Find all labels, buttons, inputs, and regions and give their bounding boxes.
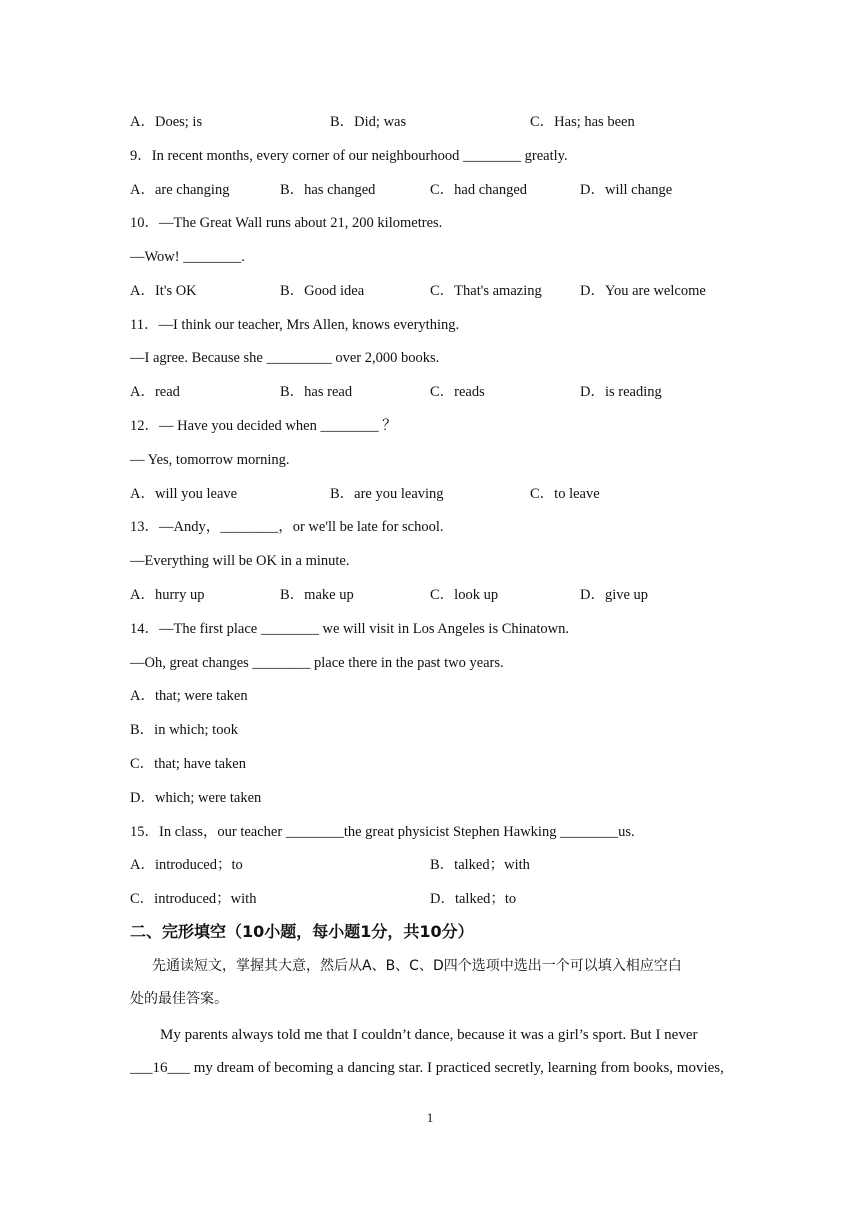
section-instruction-cont: 处的最佳答案。 — [130, 991, 228, 1007]
q14-option-a: A．that; were taken — [130, 688, 248, 704]
passage-line-1: My parents always told me that I couldn’t dance, because it was a girl’s sport. But I never — [160, 1027, 698, 1043]
q10-option-b: B．Good idea — [280, 283, 365, 299]
q13-stem: 13．—Andy，________，or we'll be late for school. — [130, 519, 444, 535]
q14-stem: 14．—The first place ________ we will visit in Los Angeles is Chinatown. — [130, 621, 569, 637]
q11-option-c: C．reads — [430, 384, 485, 400]
q9-option-c: C．had changed — [430, 182, 528, 198]
q15-option-c: C．introduced；with — [130, 891, 257, 907]
q15-stem: 15．In class，our teacher ________the great physicist Stephen Hawking ________us. — [130, 824, 635, 840]
q13-option-c: C．look up — [430, 587, 499, 603]
q11-option-a: A．read — [130, 384, 180, 400]
q13-option-d: D．give up — [580, 587, 649, 603]
q11-response: —I agree. Because she _________ over 2,000 books. — [130, 350, 440, 366]
q15-option-a: A．introduced；to — [130, 857, 243, 873]
q12-option-a: A．will you leave — [130, 486, 238, 502]
q9-stem: 9．In recent months, every corner of our neighbourhood ________ greatly. — [130, 148, 568, 164]
q14-option-c: C．that; have taken — [130, 756, 246, 772]
blank-16[interactable]: ___16___ — [130, 1060, 190, 1076]
passage-line-2 — [130, 1059, 724, 1077]
q14-response: —Oh, great changes ________ place there in the past two years. — [130, 655, 504, 671]
q12-option-b: B．are you leaving — [330, 486, 444, 502]
q9-option-a: A．are changing — [130, 182, 230, 198]
q12-option-c: C．to leave — [530, 486, 600, 502]
q9-option-b: B．has changed — [280, 182, 376, 198]
q10-stem: 10．—The Great Wall runs about 21, 200 kilometres. — [130, 215, 443, 231]
passage-line-2-text: my dream of becoming a dancing star. I practiced secretly, learning from books, movies, — [190, 1060, 724, 1076]
q14-option-d: D．which; were taken — [130, 790, 262, 806]
q10-option-d: D．You are welcome — [580, 283, 706, 299]
q13-option-b: B．make up — [280, 587, 354, 603]
q12-stem: 12．— Have you decided when ________ ？ — [130, 418, 397, 434]
q8-option-c: C．Has; has been — [530, 114, 635, 130]
q10-response: —Wow! ________. — [130, 249, 245, 265]
q11-option-d: D．is reading — [580, 384, 662, 400]
section-instruction: 先通读短文，掌握其大意，然后从A、B、C、D四个选项中选出一个可以填入相应空白 — [152, 958, 682, 974]
q8-option-b: B．Did; was — [330, 114, 407, 130]
q13-response: —Everything will be OK in a minute. — [130, 553, 350, 569]
page-number: 1 — [426, 1110, 434, 1125]
q13-option-a: A．hurry up — [130, 587, 205, 603]
section-heading: 二、完形填空（10小题，每小题1分，共10分） — [130, 922, 474, 941]
q15-option-b: B．talked；with — [430, 857, 530, 873]
q8-option-a: A．Does; is — [130, 114, 203, 130]
q15-option-d: D．talked；to — [430, 891, 517, 907]
q12-response: — Yes, tomorrow morning. — [130, 452, 290, 468]
q10-option-c: C．That's amazing — [430, 283, 542, 299]
q9-option-d: D．will change — [580, 182, 673, 198]
q10-option-a: A．It's OK — [130, 283, 197, 299]
q11-stem: 11．—I think our teacher, Mrs Allen, knows everything. — [130, 317, 460, 333]
q11-option-b: B．has read — [280, 384, 353, 400]
q14-option-b: B．in which; took — [130, 722, 238, 738]
